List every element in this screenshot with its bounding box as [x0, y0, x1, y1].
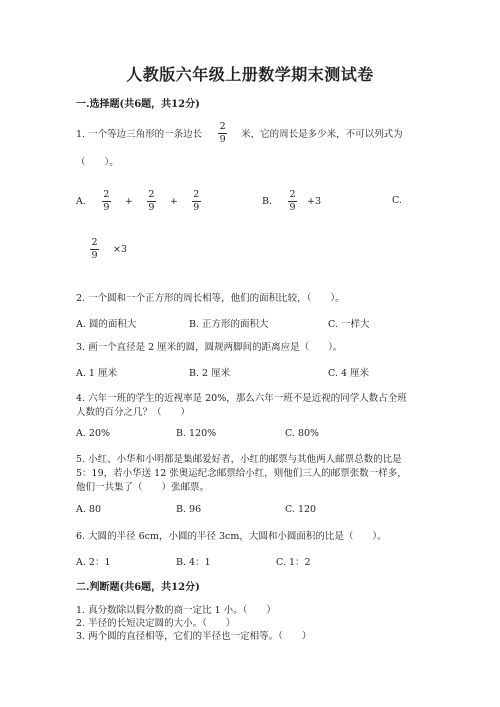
- question-6-option-c[interactable]: C. 1：2: [276, 557, 311, 568]
- fraction: [147, 190, 156, 213]
- question-1-blank: （ ）。: [76, 157, 119, 168]
- option-label: B.: [262, 195, 273, 207]
- judge-item-3: 3. 两个圆的直径相等，它们的半径也一定相等。（ ）: [76, 631, 312, 642]
- question-3-stem: 3. 画一个直径是 2 厘米的圆，圆规两脚间的距离应是（ ）。: [76, 342, 343, 353]
- question-1-option-c[interactable]: [90, 238, 127, 261]
- question-1-option-c-label[interactable]: C.: [392, 195, 402, 206]
- fraction: [102, 190, 111, 213]
- fraction-denominator: 9: [289, 201, 296, 213]
- question-5-stem-line1: 5. 小红、小华和小明都是集邮爱好者，小红的邮票与其他两人邮票总数的比是: [76, 454, 402, 465]
- question-4-stem-line1: 4. 六年一班的学生的近视率是 20%，那么六年一班不是近视的同学人数占全班: [76, 393, 407, 404]
- question-1-option-b[interactable]: [262, 190, 321, 213]
- question-6-option-a[interactable]: A. 2：1: [76, 557, 111, 568]
- fraction-numerator: 2: [148, 189, 155, 200]
- fraction: [288, 190, 297, 213]
- question-6-option-b[interactable]: B. 4：1: [176, 557, 211, 568]
- fraction-numerator: 2: [103, 189, 110, 200]
- judge-item-1: 1. 真分数除以假分数的商一定比 1 小。（ ）: [76, 605, 276, 616]
- fraction-denominator: 9: [148, 201, 155, 213]
- fraction-numerator: 2: [289, 189, 296, 200]
- question-2-stem: 2. 一个圆和一个正方形的周长相等，他们的面积比较，（ ）。: [76, 293, 345, 304]
- fraction: [218, 122, 227, 145]
- fraction-denominator: 9: [91, 249, 98, 261]
- question-5-stem-line3: 他们一共集了（ ）张邮票。: [76, 482, 210, 493]
- fraction-numerator: 2: [219, 121, 226, 132]
- question-5-option-b[interactable]: B. 96: [176, 504, 202, 515]
- section-heading-judge: 二.判断题(共6题，共12分): [76, 582, 200, 593]
- question-1-stem: [76, 122, 403, 145]
- question-4-option-a[interactable]: A. 20%: [76, 428, 111, 439]
- question-5-option-a[interactable]: A. 80: [76, 504, 101, 515]
- option-b-rest: +3: [307, 195, 322, 207]
- fraction: [90, 238, 99, 261]
- judge-item-2: 2. 半径的长短决定圆的大小。（ ）: [76, 618, 236, 629]
- question-2-option-c[interactable]: C. 一样大: [328, 319, 370, 330]
- question-1-text-before: 1. 一个等边三角形的一条边长: [76, 129, 203, 141]
- question-1-option-a[interactable]: [76, 190, 201, 213]
- option-c-rest: ×3: [113, 243, 128, 255]
- question-4-stem-line2: 人数的百分之几？（ ）: [76, 407, 191, 418]
- question-2-option-b[interactable]: B. 正方形的面积大: [189, 319, 269, 330]
- option-label: A.: [76, 195, 86, 207]
- fraction-denominator: 9: [193, 201, 200, 213]
- fraction-denominator: 9: [103, 201, 110, 213]
- section-heading-choice: 一.选择题(共6题，共12分): [76, 99, 200, 110]
- fraction-numerator: 2: [193, 189, 200, 200]
- question-5-option-c[interactable]: C. 120: [285, 504, 317, 515]
- question-3-option-a[interactable]: A. 1 厘米: [76, 368, 117, 379]
- question-2-option-a[interactable]: A. 圆的面积大: [76, 319, 137, 330]
- fraction-numerator: 2: [91, 237, 98, 248]
- question-4-option-c[interactable]: C. 80%: [285, 428, 320, 439]
- question-5-stem-line2: 5：19，若小华送 12 张奥运纪念邮票给小红，则他们三人的邮票张数一样多，: [76, 468, 407, 479]
- question-3-option-b[interactable]: B. 2 厘米: [189, 368, 231, 379]
- fraction: [192, 190, 201, 213]
- plus-sign: +: [169, 195, 178, 207]
- fraction-denominator: 9: [219, 133, 226, 145]
- question-1-text-after: 米，它的周长是多少米，不可以列式为: [241, 129, 403, 141]
- page-title: 人教版六年级上册数学期末测试卷: [126, 65, 374, 84]
- question-6-stem: 6. 大圆的半径 6cm，小圆的半径 3cm，大圆和小圆面积的比是（ ）。: [76, 531, 387, 542]
- plus-sign: +: [124, 195, 133, 207]
- question-3-option-c[interactable]: C. 4 厘米: [328, 368, 370, 379]
- question-4-option-b[interactable]: B. 120%: [176, 428, 217, 439]
